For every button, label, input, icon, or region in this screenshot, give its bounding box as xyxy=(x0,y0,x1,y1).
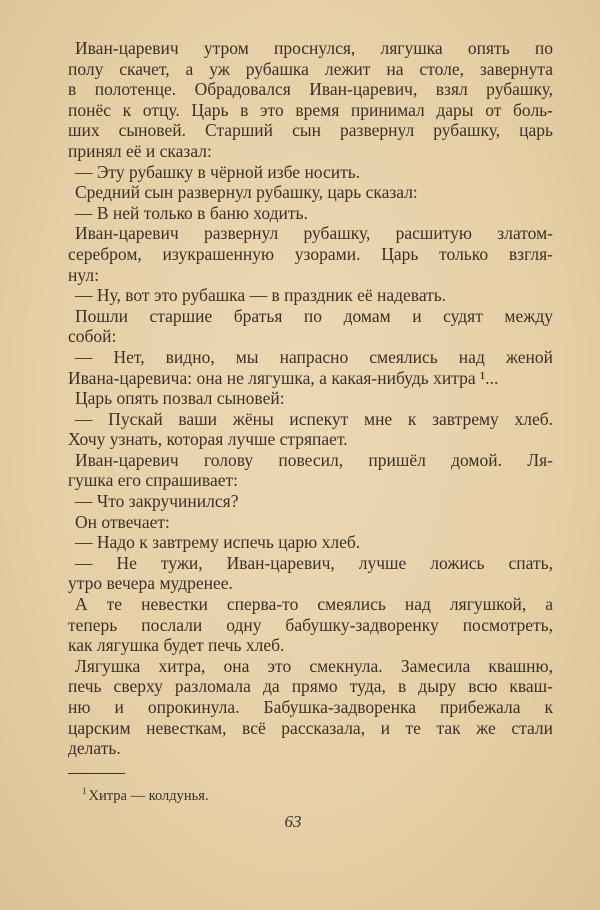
text-line: в полотенце. Обрадовался Иван-царевич, взял рубашку, xyxy=(68,79,553,100)
text-line: Иван-царевич утром проснулся, лягушка опять по xyxy=(75,38,553,58)
text-line: — Надо к завтрему испечь царю хлеб. xyxy=(75,532,361,553)
paragraph xyxy=(68,347,553,388)
paragraph xyxy=(68,223,553,285)
paragraph xyxy=(68,285,553,306)
footnote-text: Хитра — колдунья. xyxy=(88,788,209,804)
text-line: царским невесткам, всё рассказала, и те так же стали xyxy=(68,717,553,738)
paragraph xyxy=(68,594,553,656)
paragraph xyxy=(68,409,553,450)
paragraph xyxy=(68,388,553,409)
text-line: Иван-царевич развернул рубашку, расшитую златом- xyxy=(75,223,553,244)
page-number: 63 xyxy=(284,812,302,831)
footnote xyxy=(82,786,209,805)
text-line: Царь опять позвал сыновей: xyxy=(75,388,285,409)
text-line: понёс к отцу. Царь в это время принимал дары от боль- xyxy=(68,99,553,120)
paragraph xyxy=(68,532,553,553)
text-line: Хочу узнать, которая лучше стряпает. xyxy=(68,429,348,450)
paragraph xyxy=(68,656,553,759)
footnote-divider xyxy=(68,773,125,774)
text-line: печь сверху разломала да прямо туда, в дыру всю кваш- xyxy=(68,676,553,697)
text-line: — Ну, вот это рубашка — в праздник её надевать. xyxy=(75,285,447,306)
paragraph xyxy=(68,38,553,162)
text-line: ню и опрокинула. Бабушка-задворенка прибежала к xyxy=(68,697,553,717)
text-line: А те невестки сперва-то смеялись над лягушкой, а xyxy=(75,594,553,615)
text-line: как лягушка будет печь хлеб. xyxy=(68,635,285,656)
text-line: утро вечера мудренее. xyxy=(68,573,233,594)
paragraph xyxy=(68,162,553,183)
text-line: гушка его спрашивает: xyxy=(68,470,238,491)
text-line: Пошли старшие братья по домам и судят между xyxy=(75,305,553,326)
text-line: делать. xyxy=(68,738,121,759)
text-line: — Не тужи, Иван-царевич, лучше ложись спать, xyxy=(75,552,553,573)
paragraph xyxy=(68,203,553,224)
paragraph xyxy=(68,182,553,203)
text-line: Он отвечает: xyxy=(75,511,170,532)
text-line: — Пускай ваши жёны испекут мне к завтрему хлеб. xyxy=(75,408,553,429)
text-line: Иван-царевич голову повесил, пришёл домой. Ля- xyxy=(75,449,553,470)
paragraph xyxy=(68,553,553,594)
text-line: теперь послали одну бабушку-задворенку посмотреть, xyxy=(68,614,553,635)
text-line: собой: xyxy=(68,326,117,347)
footnote-marker: 1 xyxy=(82,786,87,796)
text-line: Лягушка хитра, она это смекнула. Замесила квашню, xyxy=(75,655,553,676)
text-line: — Эту рубашку в чёрной избе носить. xyxy=(75,161,361,182)
text-line: — Что закручинился? xyxy=(75,491,239,512)
text-line: Средний сын развернул рубашку, царь сказал: xyxy=(75,182,418,203)
text-line: полу скачет, а уж рубашка лежит на столе, завернута xyxy=(68,58,553,79)
text-line: Ивана-царевича: она не лягушка, а какая-нибудь хитра ¹... xyxy=(68,367,499,388)
paragraph xyxy=(68,491,553,512)
text-line: принял её и сказал: xyxy=(68,140,212,161)
paragraph xyxy=(68,512,553,533)
text-line: нул: xyxy=(68,264,99,285)
text-line: серебром, изукрашенную узорами. Царь только взгля- xyxy=(68,243,553,264)
paragraph xyxy=(68,306,553,347)
paragraph xyxy=(68,450,553,491)
text-line: — Нет, видно, мы напрасно смеялись над женой xyxy=(75,346,553,367)
text-line: ших сыновей. Старший сын развернул рубашку, царь xyxy=(68,120,553,141)
body-text xyxy=(68,38,553,759)
text-line: — В ней только в баню ходить. xyxy=(75,202,308,223)
